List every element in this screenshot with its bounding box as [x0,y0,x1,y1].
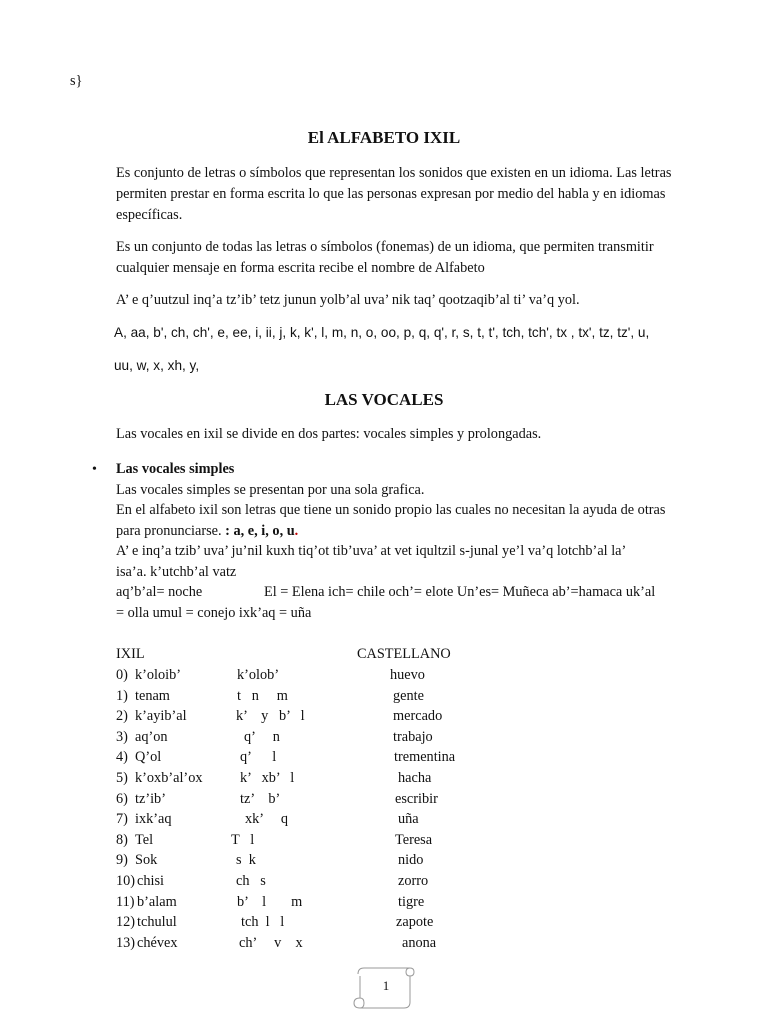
consonant-pattern: t n m [237,687,288,704]
ixil-word: Tel [135,831,154,848]
ixil-word: ixk’aq [135,811,172,828]
row-number: 6) [116,790,128,807]
simple-vowels-heading: Las vocales simples [116,461,235,477]
consonant-pattern: tz’ b’ [240,790,281,807]
simple-vowels-line-3 [116,523,298,540]
consonant-pattern: k’ xb’ l [240,770,295,786]
row-number: 0) [116,667,128,683]
spanish-word: hacha [398,770,432,786]
ixil-word: aq’on [135,728,168,745]
table-header-castellano: CASTELLANO [357,646,451,662]
definition-paragraph-1: Es conjunto de letras o símbolos que representan los sonidos que existen en un idioma. Las letras permiten prestar en forma escrita lo que las personas expresan por medio del habla y en idiomas específicas. [116,165,672,223]
spanish-word: zorro [398,873,429,889]
spanish-word: nido [398,852,424,869]
examples-line-1a: aq’b’al= noche [116,584,203,600]
row-number: 11) [116,893,135,910]
simple-vowels-line-2: En el alfabeto ixil son letras que tiene un sonido propio las cuales no necesitan la ayuda de otras [116,502,666,518]
vowels-intro: Las vocales en ixil se divide en dos partes: vocales simples y prolongadas. [116,426,542,442]
row-number: 12) [116,914,136,931]
consonant-pattern: q’ l [240,749,277,766]
consonant-pattern: xk’ q [245,811,289,828]
table-header-ixil: IXIL [116,646,145,662]
examples-line-1b: El = Elena ich= chile och’= elote Un’es= Muñeca ab’=hamaca uk’al [264,584,656,600]
ixil-word: chisi [137,873,165,889]
row-number: 2) [116,708,128,725]
row-number: 4) [116,749,128,766]
row-number: 7) [116,811,128,828]
row-number: 1) [116,687,128,704]
consonant-pattern: k’ y b’ l [236,708,305,725]
vowels-title: LAS VOCALES [324,390,444,409]
ixil-vowels-line-2: isa’a. k’utchb’al vatz [116,564,237,580]
consonant-pattern: k’olob’ [237,667,280,683]
alphabet-title: El ALFABETO IXIL [307,128,461,147]
row-number: 13) [116,934,136,951]
ixil-word: Q’ol [135,749,162,766]
row-number: 8) [116,831,128,848]
bullet-icon: • [92,462,97,477]
ixil-word: Sok [135,852,158,869]
consonant-pattern: s k [236,852,256,869]
alphabet-letters-line-1: A, aa, b', ch, ch', e, ee, i, ii, j, k, k', l, m, n, o, oo, p, q, q', r, s, t, t', tch, tch', tx , tx', tz, tz', u, [114,325,650,340]
alphabet-letters-line-2: uu, w, x, xh, y, [114,358,200,373]
definition-paragraph-2: Es un conjunto de todas las letras o símbolos (fonemas) de un idioma, que permiten transmitir cualquier mensaje en forma escrita recibe el nombre de Alfabeto [116,239,654,276]
spanish-word: tigre [398,893,425,910]
vowel-list: : a, e, i, o, u [225,523,295,539]
spanish-word: gente [393,687,424,704]
ixil-word: tenam [135,687,170,704]
ixil-word: k’oxb’al’ox [135,770,203,786]
page-number: 1 [382,978,390,993]
spanish-word: mercado [393,708,443,725]
ixil-word: tchulul [137,914,177,931]
ixil-word: tz’ib’ [135,790,166,807]
consonant-pattern: q’ n [244,728,280,745]
examples-line-2: = olla umul = conejo ixk’aq = uña [116,605,312,621]
vowel-list-period: . [294,523,299,539]
ixil-word: b’alam [137,893,177,910]
ixil-description: A’ e q’uutzul inq’a tz’ib’ tetz junun yolb’al uva’ nik taq’ qootzaqib’al ti’ va’q yol. [116,292,580,308]
row-number: 9) [116,852,128,869]
spanish-word: huevo [390,667,425,683]
simple-vowels-line-3-text: para pronunciarse. [116,523,226,539]
consonant-pattern: tch l l [241,914,285,931]
row-number: 3) [116,728,128,745]
ixil-word: chévex [137,934,178,951]
spanish-word: zapote [396,914,434,931]
spanish-word: escribir [395,790,438,807]
header-mark: s} [70,73,83,89]
ixil-word: k’ayib’al [135,708,187,725]
consonant-pattern: ch’ v x [239,934,303,951]
spanish-word: Teresa [395,831,433,848]
ixil-word: k’oloib’ [135,667,182,683]
row-number: 10) [116,873,136,889]
spanish-word: trementina [394,749,456,766]
row-number: 5) [116,770,128,786]
simple-vowels-line-1: Las vocales simples se presentan por una sola grafica. [116,482,425,498]
consonant-pattern: T l [231,831,255,848]
spanish-word: trabajo [393,728,433,745]
spanish-word: uña [398,811,419,828]
ixil-vowels-line-1: A’ e inq’a tzib’ uva’ ju’nil kuxh tiq’ot tib’uva’ at vet iqultzil s-junal ye’l va’q lotchb’al la’ [116,543,627,559]
spanish-word: anona [402,934,437,951]
consonant-pattern: ch s [236,873,266,889]
consonant-pattern: b’ l m [237,893,303,910]
